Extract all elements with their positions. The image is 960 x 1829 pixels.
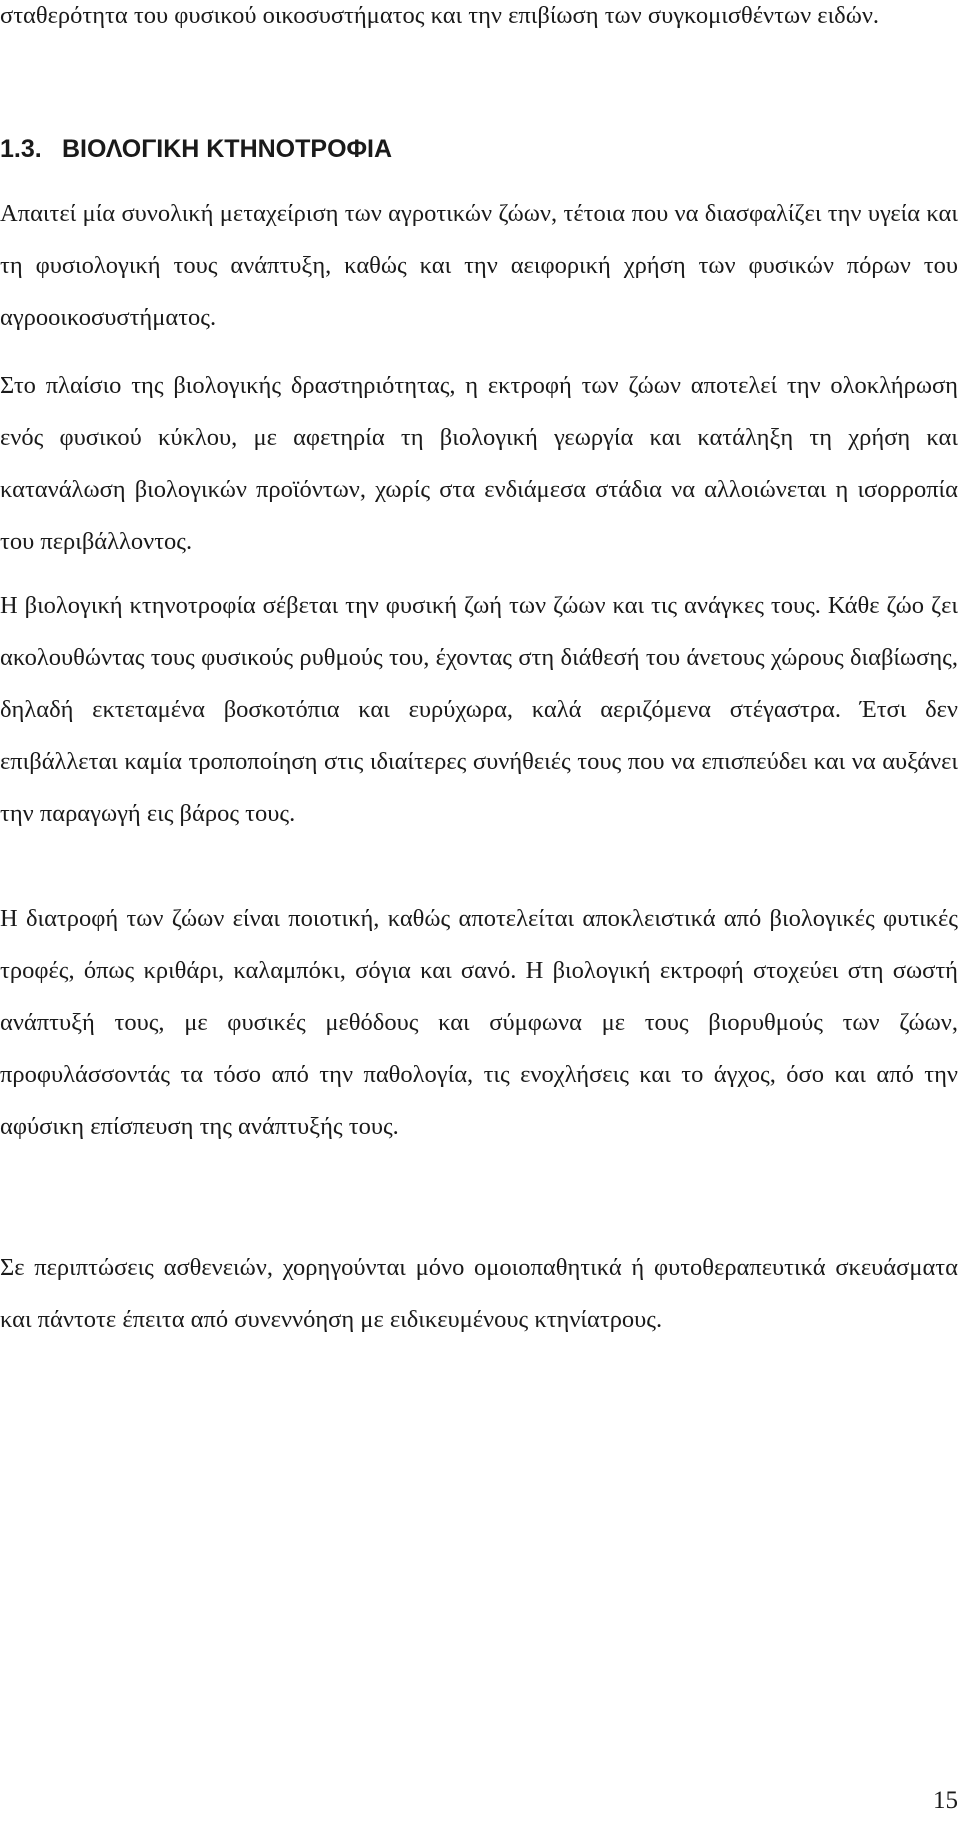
paragraph-5: Σε περιπτώσεις ασθενειών, χορηγούνται μόνο ομοιοπαθητικά ή φυτοθεραπευτικά σκευάσματα και πάντοτε έπειτα από συνεννόηση με ειδικευμένους κτηνίατρους. (0, 1254, 958, 1333)
paragraph-3: Η βιολογική κτηνοτροφία σέβεται την φυσική ζωή των ζώων και τις ανάγκες τους. Κάθε ζώο ζει ακολουθώντας τους φυσικούς ρυθμούς του, έχοντας στη διάθεσή του άνετους χώρους διαβίωσης, δηλαδή εκτεταμένα βοσκοτόπια και ευρύχωρα, καλά αεριζόμενα στέγαστρα. Έτσι δεν επιβάλλεται καμία τροποποίηση στις ιδιαίτερες συνήθειές τους που να επισπεύδει και να αυξάνει την παραγωγή εις βάρος τους. (0, 592, 958, 827)
section-title: ΒΙΟΛΟΓΙΚΗ ΚΤΗΝΟΤΡΟΦΙΑ (62, 135, 393, 163)
page-number: 15 (933, 1787, 958, 1814)
paragraph-4: Η διατροφή των ζώων είναι ποιοτική, καθώς αποτελείται αποκλειστικά από βιολογικές φυτικές τροφές, όπως κριθάρι, καλαμπόκι, σόγια και σανό. Η βιολογική εκτροφή στοχεύει στη σωστή ανάπτυξή τους, με φυσικές μεθόδους και σύμφωνα με τους βιορυθμούς των ζώων, προφυλάσσοντάς τα τόσο από την παθολογία, τις ενοχλήσεις και το άγχος, όσο και από την αφύσικη επίσπευση της ανάπτυξής τους. (0, 905, 958, 1140)
section-heading (0, 123, 392, 175)
section-number: 1.3. (0, 135, 42, 163)
paragraph-2: Στο πλαίσιο της βιολογικής δραστηριότητας, η εκτροφή των ζώων αποτελεί την ολοκλήρωση ενός φυσικού κύκλου, με αφετηρία τη βιολογική γεωργία και κατάληξη τη χρήση και κατανάλωση βιολογικών προϊόντων, χωρίς στα ενδιάμεσα στάδια να αλλοιώνεται η ισορροπία του περιβάλλοντος. (0, 372, 958, 555)
lead-in-paragraph: σταθερότητα του φυσικού οικοσυστήματος και την επιβίωση των συγκομισθέντων ειδών. (0, 2, 880, 29)
paragraph-1: Απαιτεί μία συνολική μεταχείριση των αγροτικών ζώων, τέτοια που να διασφαλίζει την υγεία και τη φυσιολογική τους ανάπτυξη, καθώς και την αειφορική χρήση των φυσικών πόρων του αγροοικοσυστήματος. (0, 200, 958, 331)
